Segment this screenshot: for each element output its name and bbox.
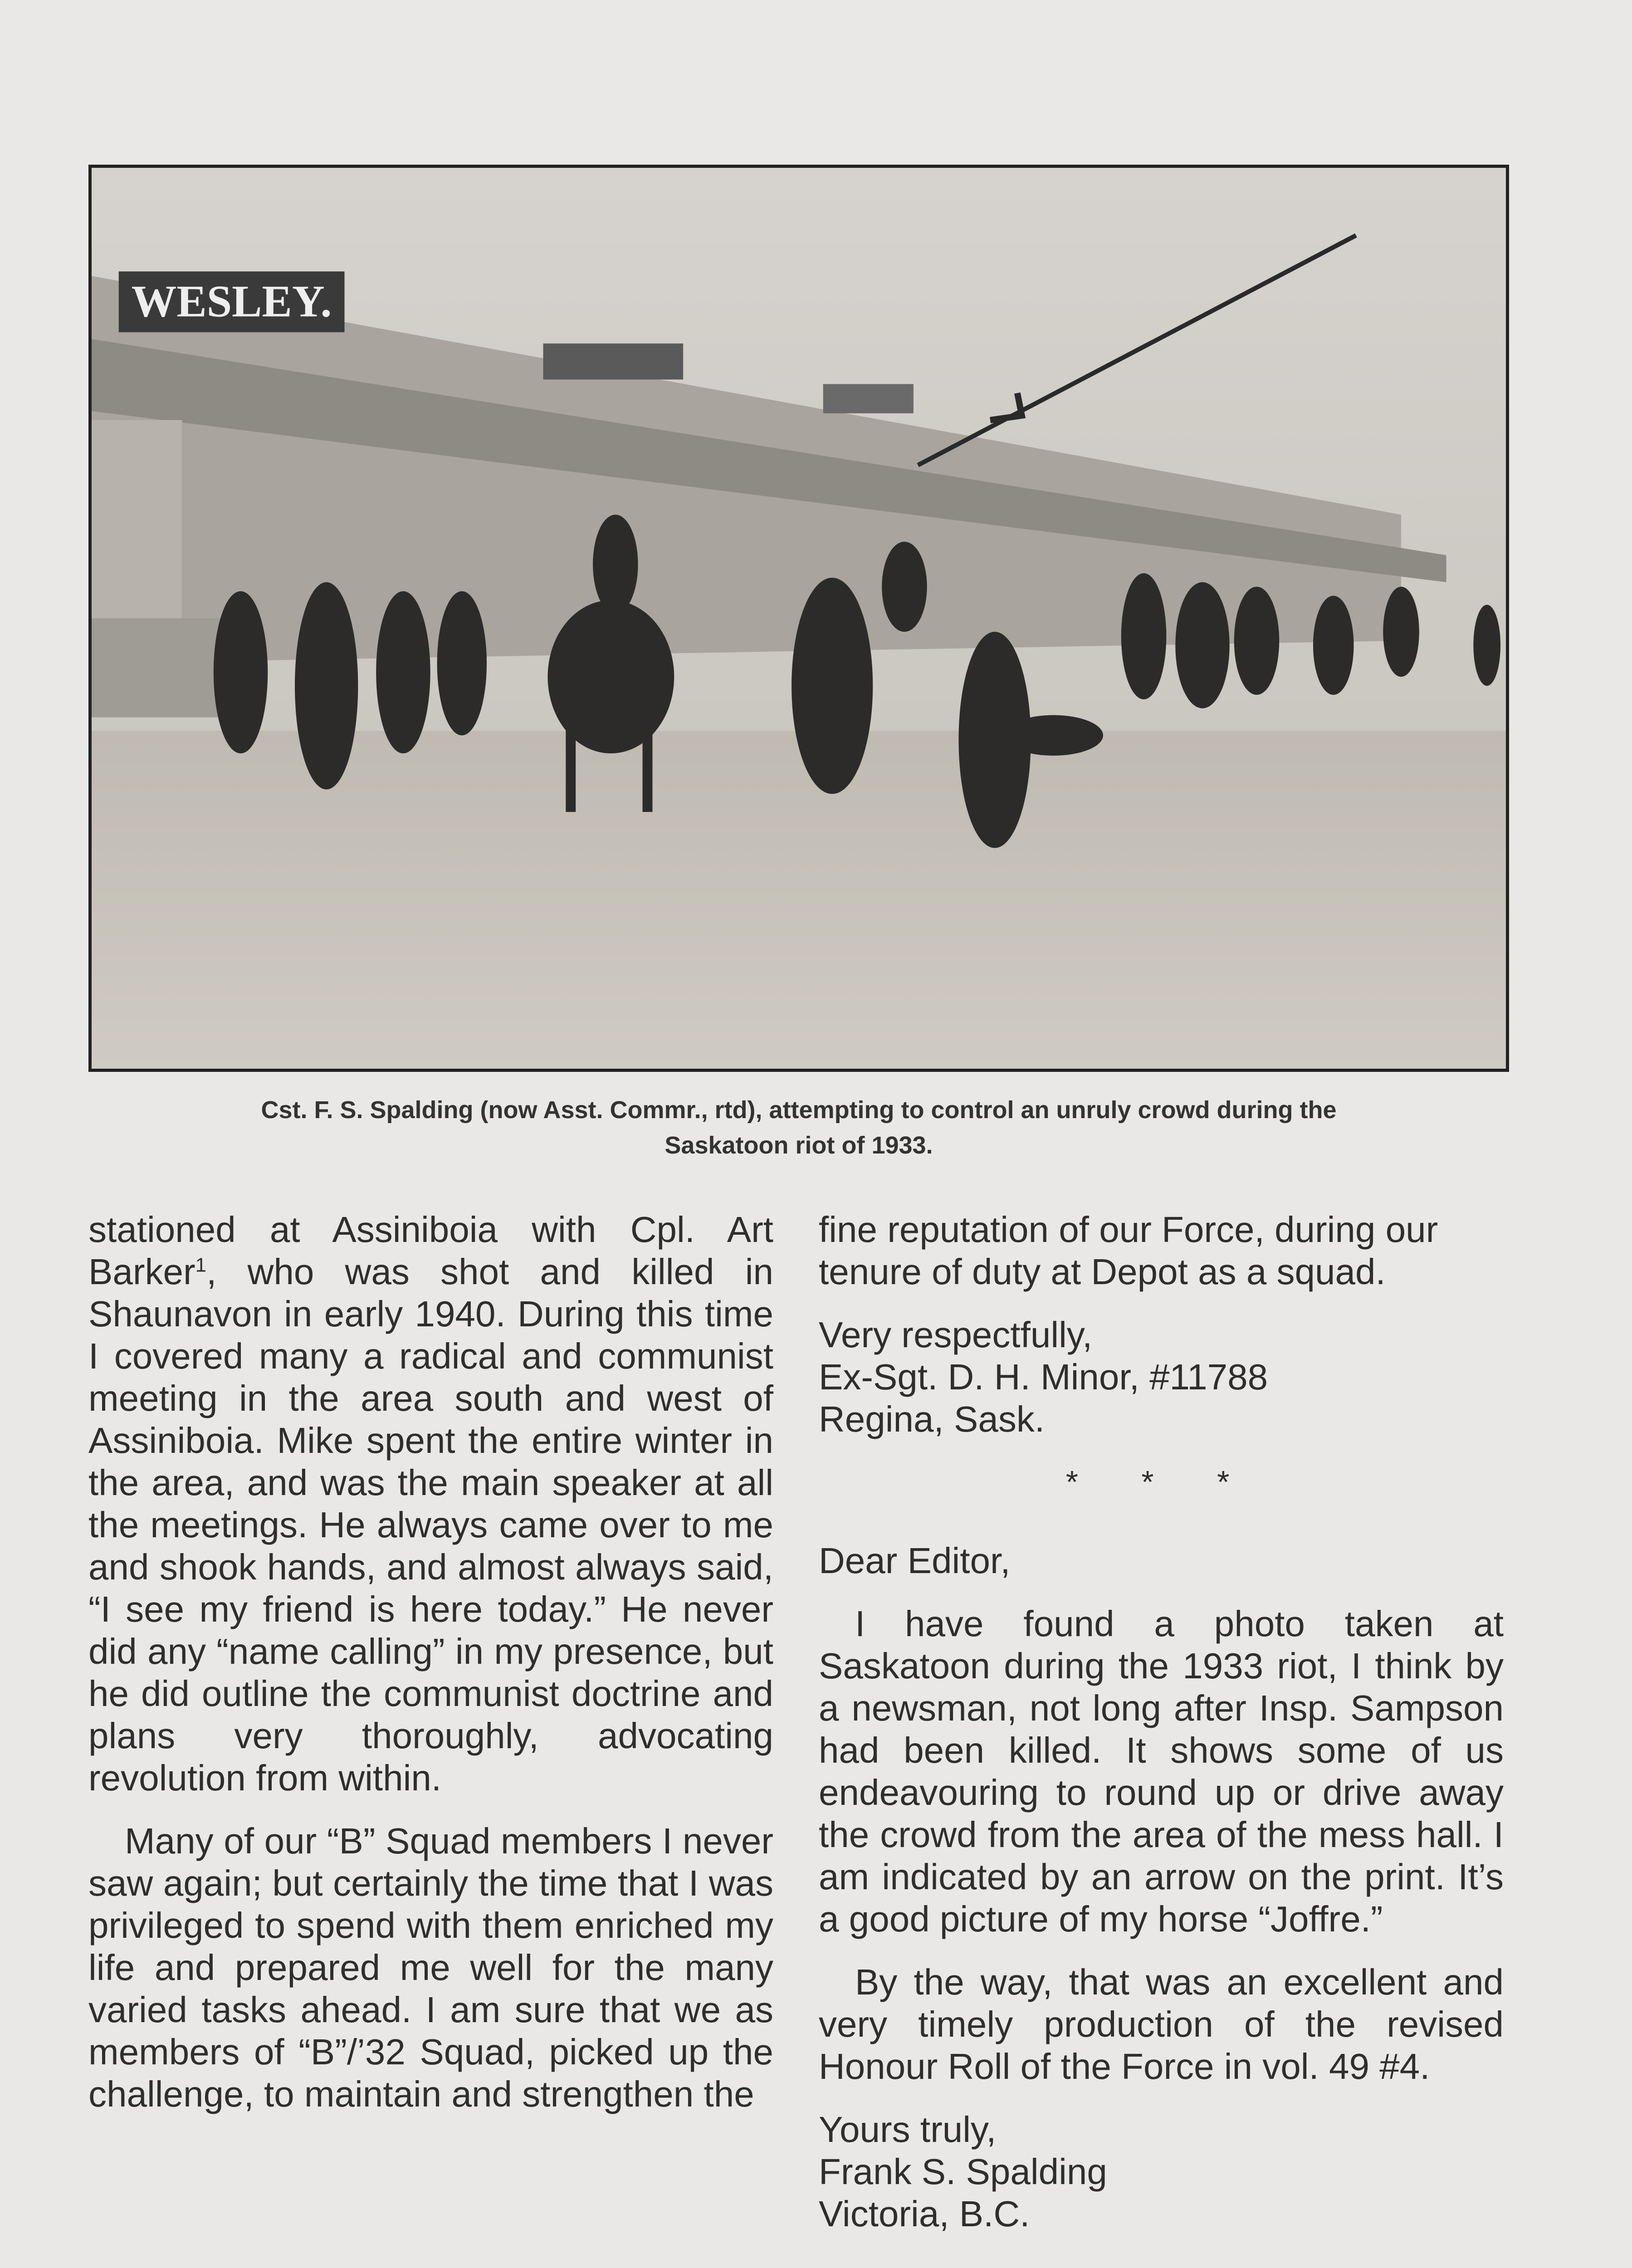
right-paragraph-2: I have found a photo taken at Saskatoon during the 1933 riot, I think by a newsman, not long after Insp. Sampson had been killed. It shows some of us endeavouring to round up or drive away the crowd from the area of the mess hall. I am indicated by an arrow on the print. It’s a good picture of my horse “Joffre.”	[819, 1603, 1504, 1939]
left-paragraph-2: Many of our “B” Squad members I never saw again; but certainly the time that I was privileged to spend with them enriched my life and prepared me well for the many varied tasks ahead. I am sure that we as members of “B”/’32 Squad, picked up the challenge, to maintain and strengthen the	[88, 1821, 773, 2114]
signature-minor-name: Ex-Sgt. D. H. Minor, #11788	[819, 1357, 1268, 1397]
closing-yours-truly: Yours truly,	[819, 2109, 997, 2150]
left-paragraph-1	[88, 1208, 773, 1799]
caption-line-1: Cst. F. S. Spalding (now Asst. Commr., rtd), attempting to control an unruly crowd during the	[261, 1096, 1337, 1124]
left-paragraph-1-rest: , who was shot and killed in Shaunavon in early 1940. During this time I covered many a radical and communist meeting in the area south and west of Assiniboia. Mike spent the entire winter in the area, and was the main speaker at all the meetings. He always came over to me and shook hands, and almost always said, “I see my friend is here today.” He never did any “name calling” in my presence, but he did outline the communist doctrine and plans very thoroughly, advocating revolution from within.	[88, 1251, 773, 1798]
caption-line-2: Saskatoon riot of 1933.	[665, 1132, 933, 1159]
wesley-sign-text: WESLEY.	[131, 276, 332, 327]
left-paragraph-1-start: stationed at Assiniboia with Cpl. Art Barker	[88, 1209, 773, 1292]
right-paragraph-1: fine reputation of our Force, during our tenure of duty at Depot as a squad.	[819, 1209, 1438, 1292]
section-separator: * * *	[1065, 1464, 1257, 1500]
signature-spalding-name: Frank S. Spalding	[819, 2151, 1107, 2192]
salutation: Dear Editor,	[819, 1540, 1011, 1581]
signature-minor	[819, 1314, 1504, 1440]
signature-spalding	[819, 2108, 1504, 2235]
signature-spalding-place: Victoria, B.C.	[819, 2194, 1030, 2234]
left-column	[88, 1208, 773, 2136]
right-paragraph-3: By the way, that was an excellent and very timely production of the revised Honour Roll of the Force in vol. 49 #4.	[819, 1962, 1504, 2087]
footnote-ref: 1	[195, 1254, 207, 1276]
photo-caption	[88, 1092, 1509, 1163]
riot-photograph	[88, 165, 1509, 1072]
right-column	[819, 1208, 1504, 2256]
riot-photo-image	[92, 168, 1506, 1069]
closing-respectfully: Very respectfully,	[819, 1315, 1093, 1355]
signature-minor-place: Regina, Sask.	[819, 1399, 1045, 1439]
